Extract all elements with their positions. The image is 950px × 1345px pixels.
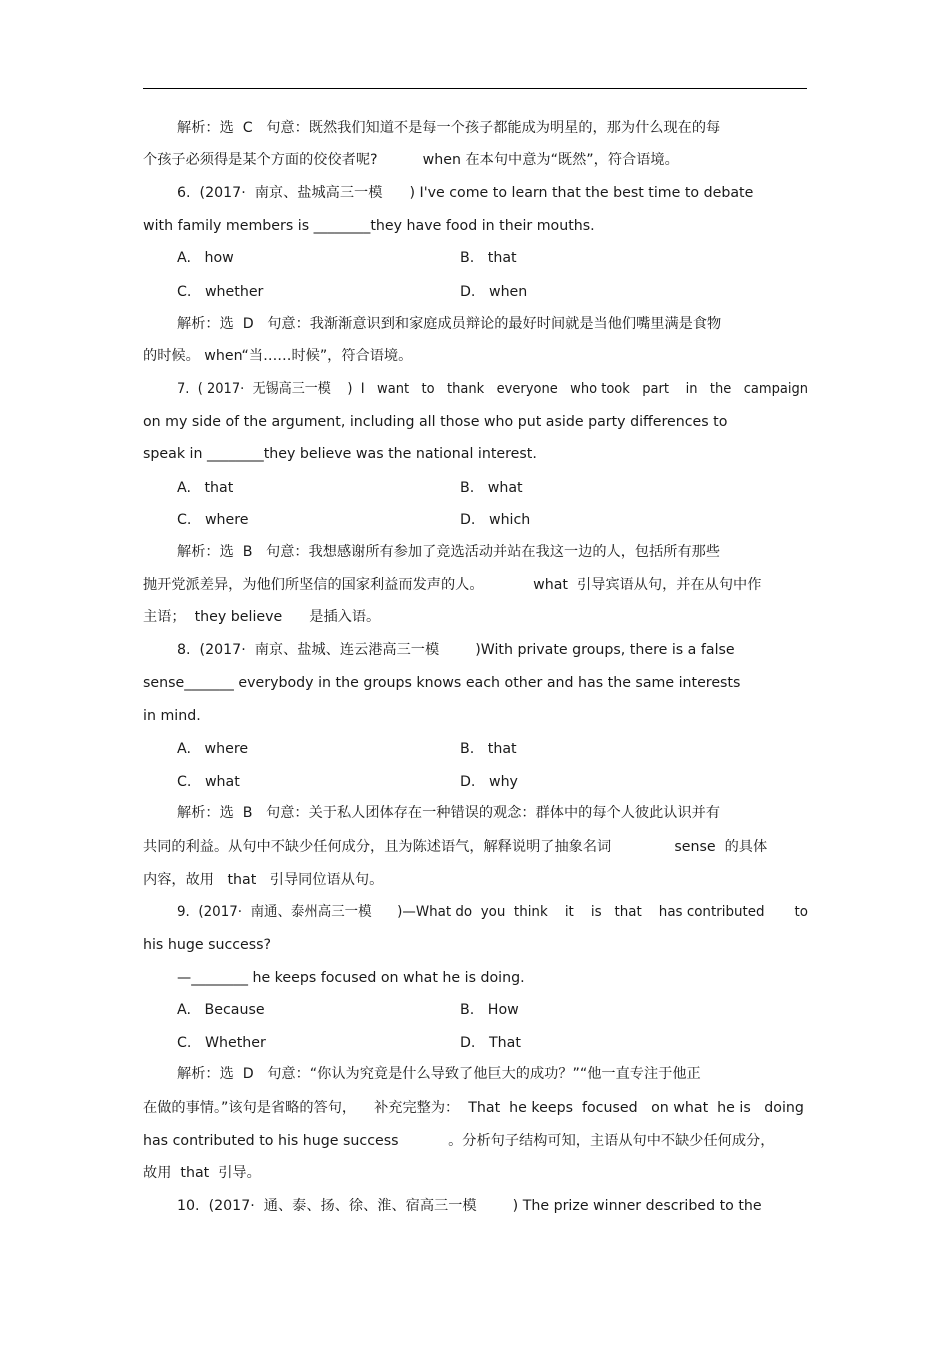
question-line: 9. (2017· 南通、泰州高三一模 )—What do you think it is that has contributed to — [177, 904, 808, 920]
question-line: 6. (2017· 南京、盐城高三一模 ) I've come to learn that the best time to debate — [177, 185, 754, 201]
explanation-line: 个孩子必须得是某个方面的佼佼者呢? when 在本句中意为“既然”，符合语境。 — [143, 152, 679, 168]
explanation-line: 解析：选 D 句意：“你认为究竟是什么导致了他巨大的成功？”“他一直专注于他正 — [177, 1066, 701, 1082]
option-a: A. how — [177, 250, 234, 266]
question-line: speak in ________they believe was the national interest. — [143, 446, 537, 462]
question-line: with family members is ________they have food in their mouths. — [143, 218, 595, 234]
option-a: A. where — [177, 741, 249, 757]
option-c: C. where — [177, 512, 249, 528]
option-c: C. Whether — [177, 1035, 266, 1051]
explanation-line: 共同的利益。从句中不缺少任何成分，且为陈述语气，解释说明了抽象名词 sense 的具体 — [143, 839, 768, 855]
explanation-line: 主语； they believe 是插入语。 — [143, 609, 381, 625]
explanation-line: 在做的事情。”该句是省略的答句， 补充完整为： That he keeps focused on what he is doing — [143, 1100, 804, 1116]
question-line: on my side of the argument, including all those who put aside party differences to — [143, 414, 728, 430]
option-d: D. That — [460, 1035, 521, 1051]
question-line: 8. (2017· 南京、盐城、连云港高三一模 )With private groups, there is a false — [177, 642, 735, 658]
header-rule — [143, 88, 807, 89]
question-line: sense_______ everybody in the groups knows each other and has the same interests — [143, 675, 741, 691]
option-b: B. what — [460, 480, 523, 496]
question-line: —________ he keeps focused on what he is doing. — [177, 970, 525, 986]
option-d: D. when — [460, 284, 528, 300]
option-b: B. that — [460, 741, 517, 757]
option-a: A. that — [177, 480, 234, 496]
option-b: B. How — [460, 1002, 519, 1018]
explanation-line: 抛开党派差异，为他们所坚信的国家利益而发声的人。 what 引导宾语从句，并在从句中作 — [143, 577, 762, 593]
explanation-line: 解析：选 D 句意：我渐渐意识到和家庭成员辩论的最好时间就是当他们嘴里满是食物 — [177, 316, 722, 332]
question-line: his huge success? — [143, 937, 272, 953]
explanation-line: 内容，故用 that 引导同位语从句。 — [143, 872, 384, 888]
question-line: in mind. — [143, 708, 201, 724]
question-line: 7. ( 2017· 无锡高三一模 ) I want to thank everyone who took part in the campaign — [177, 381, 809, 397]
question-line: 10. (2017· 通、泰、扬、徐、淮、宿高三一模 ) The prize winner described to the — [177, 1198, 762, 1214]
explanation-line: 解析：选 B 句意：关于私人团体存在一种错误的观念：群体中的每个人彼此认识并有 — [177, 805, 721, 821]
option-c: C. whether — [177, 284, 264, 300]
option-d: D. why — [460, 774, 518, 790]
explanation-line: 故用 that 引导。 — [143, 1165, 261, 1181]
option-c: C. what — [177, 774, 240, 790]
option-d: D. which — [460, 512, 531, 528]
explanation-line: 解析：选 B 句意：我想感谢所有参加了竞选活动并站在我这一边的人，包括所有那些 — [177, 544, 721, 560]
explanation-line: 的时候。 when“当……时候”，符合语境。 — [143, 348, 413, 364]
explanation-line: has contributed to his huge success 。分析句子结构可知，主语从句中不缺少任何成分， — [143, 1133, 775, 1149]
option-b: B. that — [460, 250, 517, 266]
explanation-line: 解析：选 C 句意：既然我们知道不是每一个孩子都能成为明星的，那为什么现在的每 — [177, 120, 721, 136]
option-a: A. Because — [177, 1002, 265, 1018]
